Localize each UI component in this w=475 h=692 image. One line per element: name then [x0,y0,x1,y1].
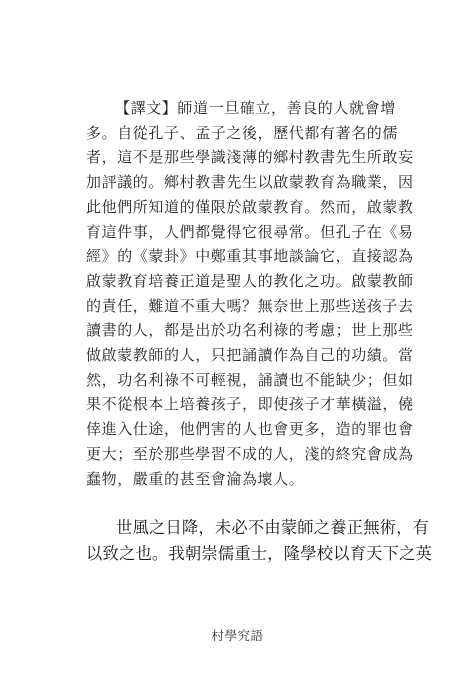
text-line: 然，功名利祿不可輕視，誦讀也不能缺少；但如 [86,370,414,389]
text-line: 加評議的。鄉村教書先生以啟蒙教育為職業，因 [86,173,414,192]
classical-text-paragraph [86,515,433,567]
text-line: 做啟蒙教師的人，只把誦讀作為自己的功績。當 [86,346,414,365]
text-line: 更大；至於那些學習不成的人，淺的終究會成為 [86,444,414,463]
text-line: 經》的《蒙卦》中鄭重其事地談論它，直接認為 [86,247,414,266]
text-line: 育這件事，人們都覺得它很尋常。但孔子在《易 [86,222,414,241]
text-line: 【譯文】師道一旦確立，善良的人就會增 [115,99,396,117]
text-line: 此他們所知道的僅限於啟蒙教育。然而，啟蒙教 [86,197,414,216]
text-line: 多。自從孔子、孟子之後，歷代都有著名的儒 [86,123,399,142]
text-line: 者，這不是那些學識淺薄的鄉村教書先生所敢妄 [86,148,414,167]
text-line: 倖進入仕途，他們害的人也會更多，造的罪也會 [86,420,414,439]
text-line: 啟蒙教育培養正道是聖人的教化之功。啟蒙教師 [86,271,414,290]
text-line: 蠢物，嚴重的甚至會淪為壞人。 [86,469,305,488]
text-line: 果不從根本上培養孩子，即使孩子才華橫溢，僥 [86,395,414,414]
text-line: 讀書的人，都是出於功名利祿的考慮；世上那些 [86,321,414,340]
text-line: 以致之也。我朝崇儒重士，隆學校以育天下之英 [86,544,433,563]
text-line: 世風之日降，未必不由蒙師之養正無術，有 [116,518,430,537]
text-line: 的責任，難道不重大嗎？無奈世上那些送孩子去 [86,296,414,315]
page-footer-title: 村學究語 [211,628,264,643]
translation-paragraph [86,96,414,491]
